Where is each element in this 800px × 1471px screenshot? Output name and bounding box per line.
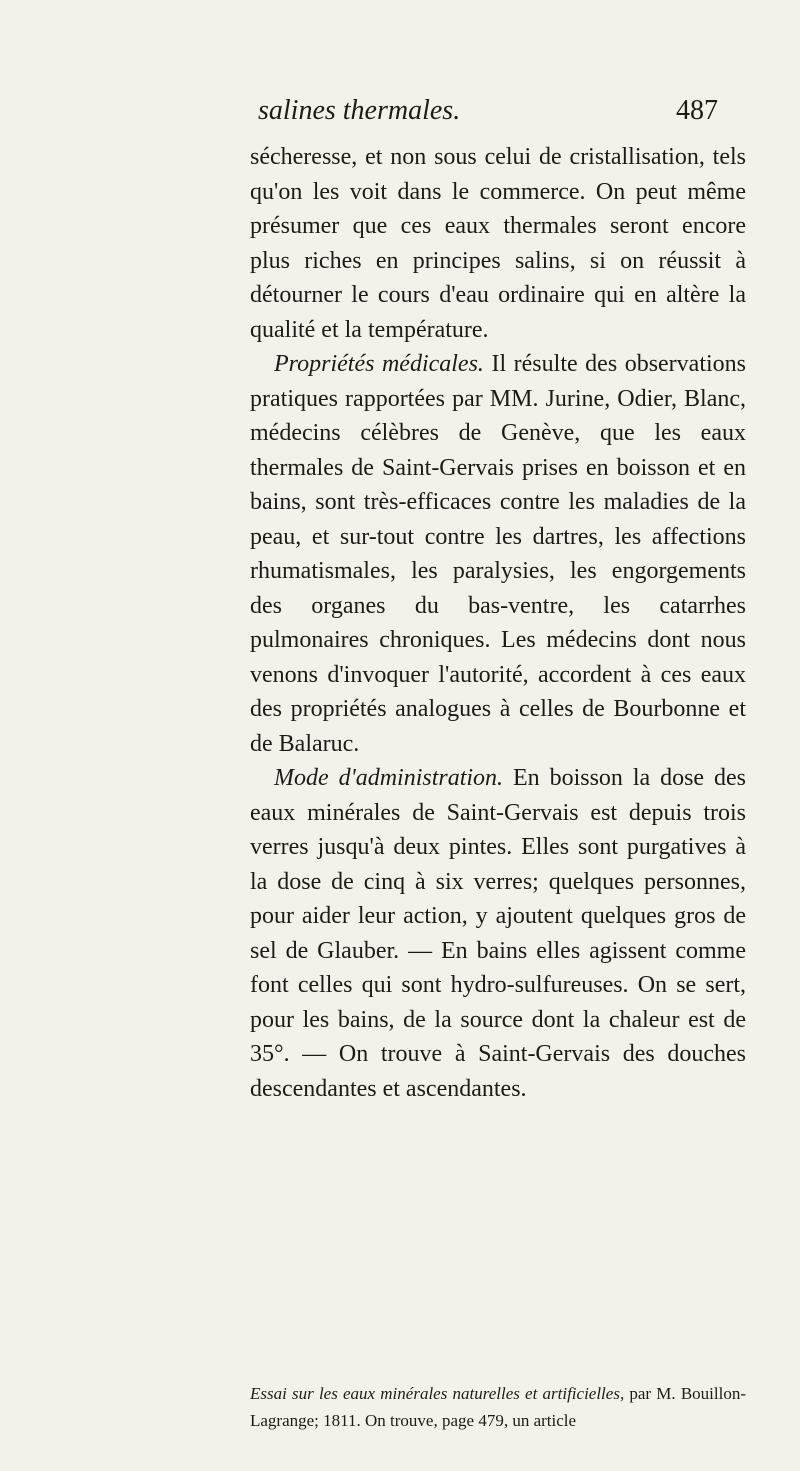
footnote	[250, 1380, 746, 1434]
paragraph-mode-administration	[250, 761, 746, 1106]
footnote-text: par M. Bouillon-Lagrange; 1811. On trouve, page 479, un article	[250, 1384, 746, 1430]
paragraph-continuation: sécheresse, et non sous celui de cristallisation, tels qu'on les voit dans le commerce. On peut même présumer que ces eaux thermales seront encore plus riches en principes salins, si on réussit à détourner le cours d'eau ordinaire qui en altère la qualité et la température.	[250, 144, 746, 343]
page-header	[0, 95, 800, 135]
paragraph-proprietes-medicales	[250, 347, 746, 761]
footnote-title: Essai sur les eaux minérales naturelles et artificielles,	[250, 1384, 625, 1403]
running-title: salines thermales.	[258, 95, 461, 126]
page-number: 487	[676, 95, 718, 126]
paragraph-text-proprietes: Il résulte des observations pratiques rapportées par MM. Jurine, Odier, Blanc, médecins célèbres de Genève, que les eaux thermales de Saint-Gervais prises en boisson et en bains, sont très-efficaces contre les maladies de la peau, et sur-tout contre les dartres, les affections rhumatismales, les paralysies, les engorgements des organes du bas-ventre, les catarrhes pulmonaires chroniques. Les médecins dont nous venons d'invoquer l'autorité, accordent à ces eaux des propriétés analogues à celles de Bourbonne et de Balaruc.	[250, 351, 746, 757]
section-lead-proprietes: Propriétés médicales.	[274, 351, 484, 377]
main-text	[250, 140, 746, 1106]
section-lead-mode: Mode d'administration.	[274, 765, 504, 791]
paragraph-text-mode: En boisson la dose des eaux minérales de Saint-Gervais est depuis trois verres jusqu'à deux pintes. Elles sont purgatives à la dose de cinq à six verres; quelques personnes, pour aider leur action, y ajoutent quelques gros de sel de Glauber. — En bains elles agissent comme font celles qui sont hydro-sulfureuses. On se sert, pour les bains, de la source dont la chaleur est de 35°. — On trouve à Saint-Gervais des douches descendantes et ascendantes.	[250, 765, 746, 1102]
bottom-margin	[0, 1440, 800, 1471]
